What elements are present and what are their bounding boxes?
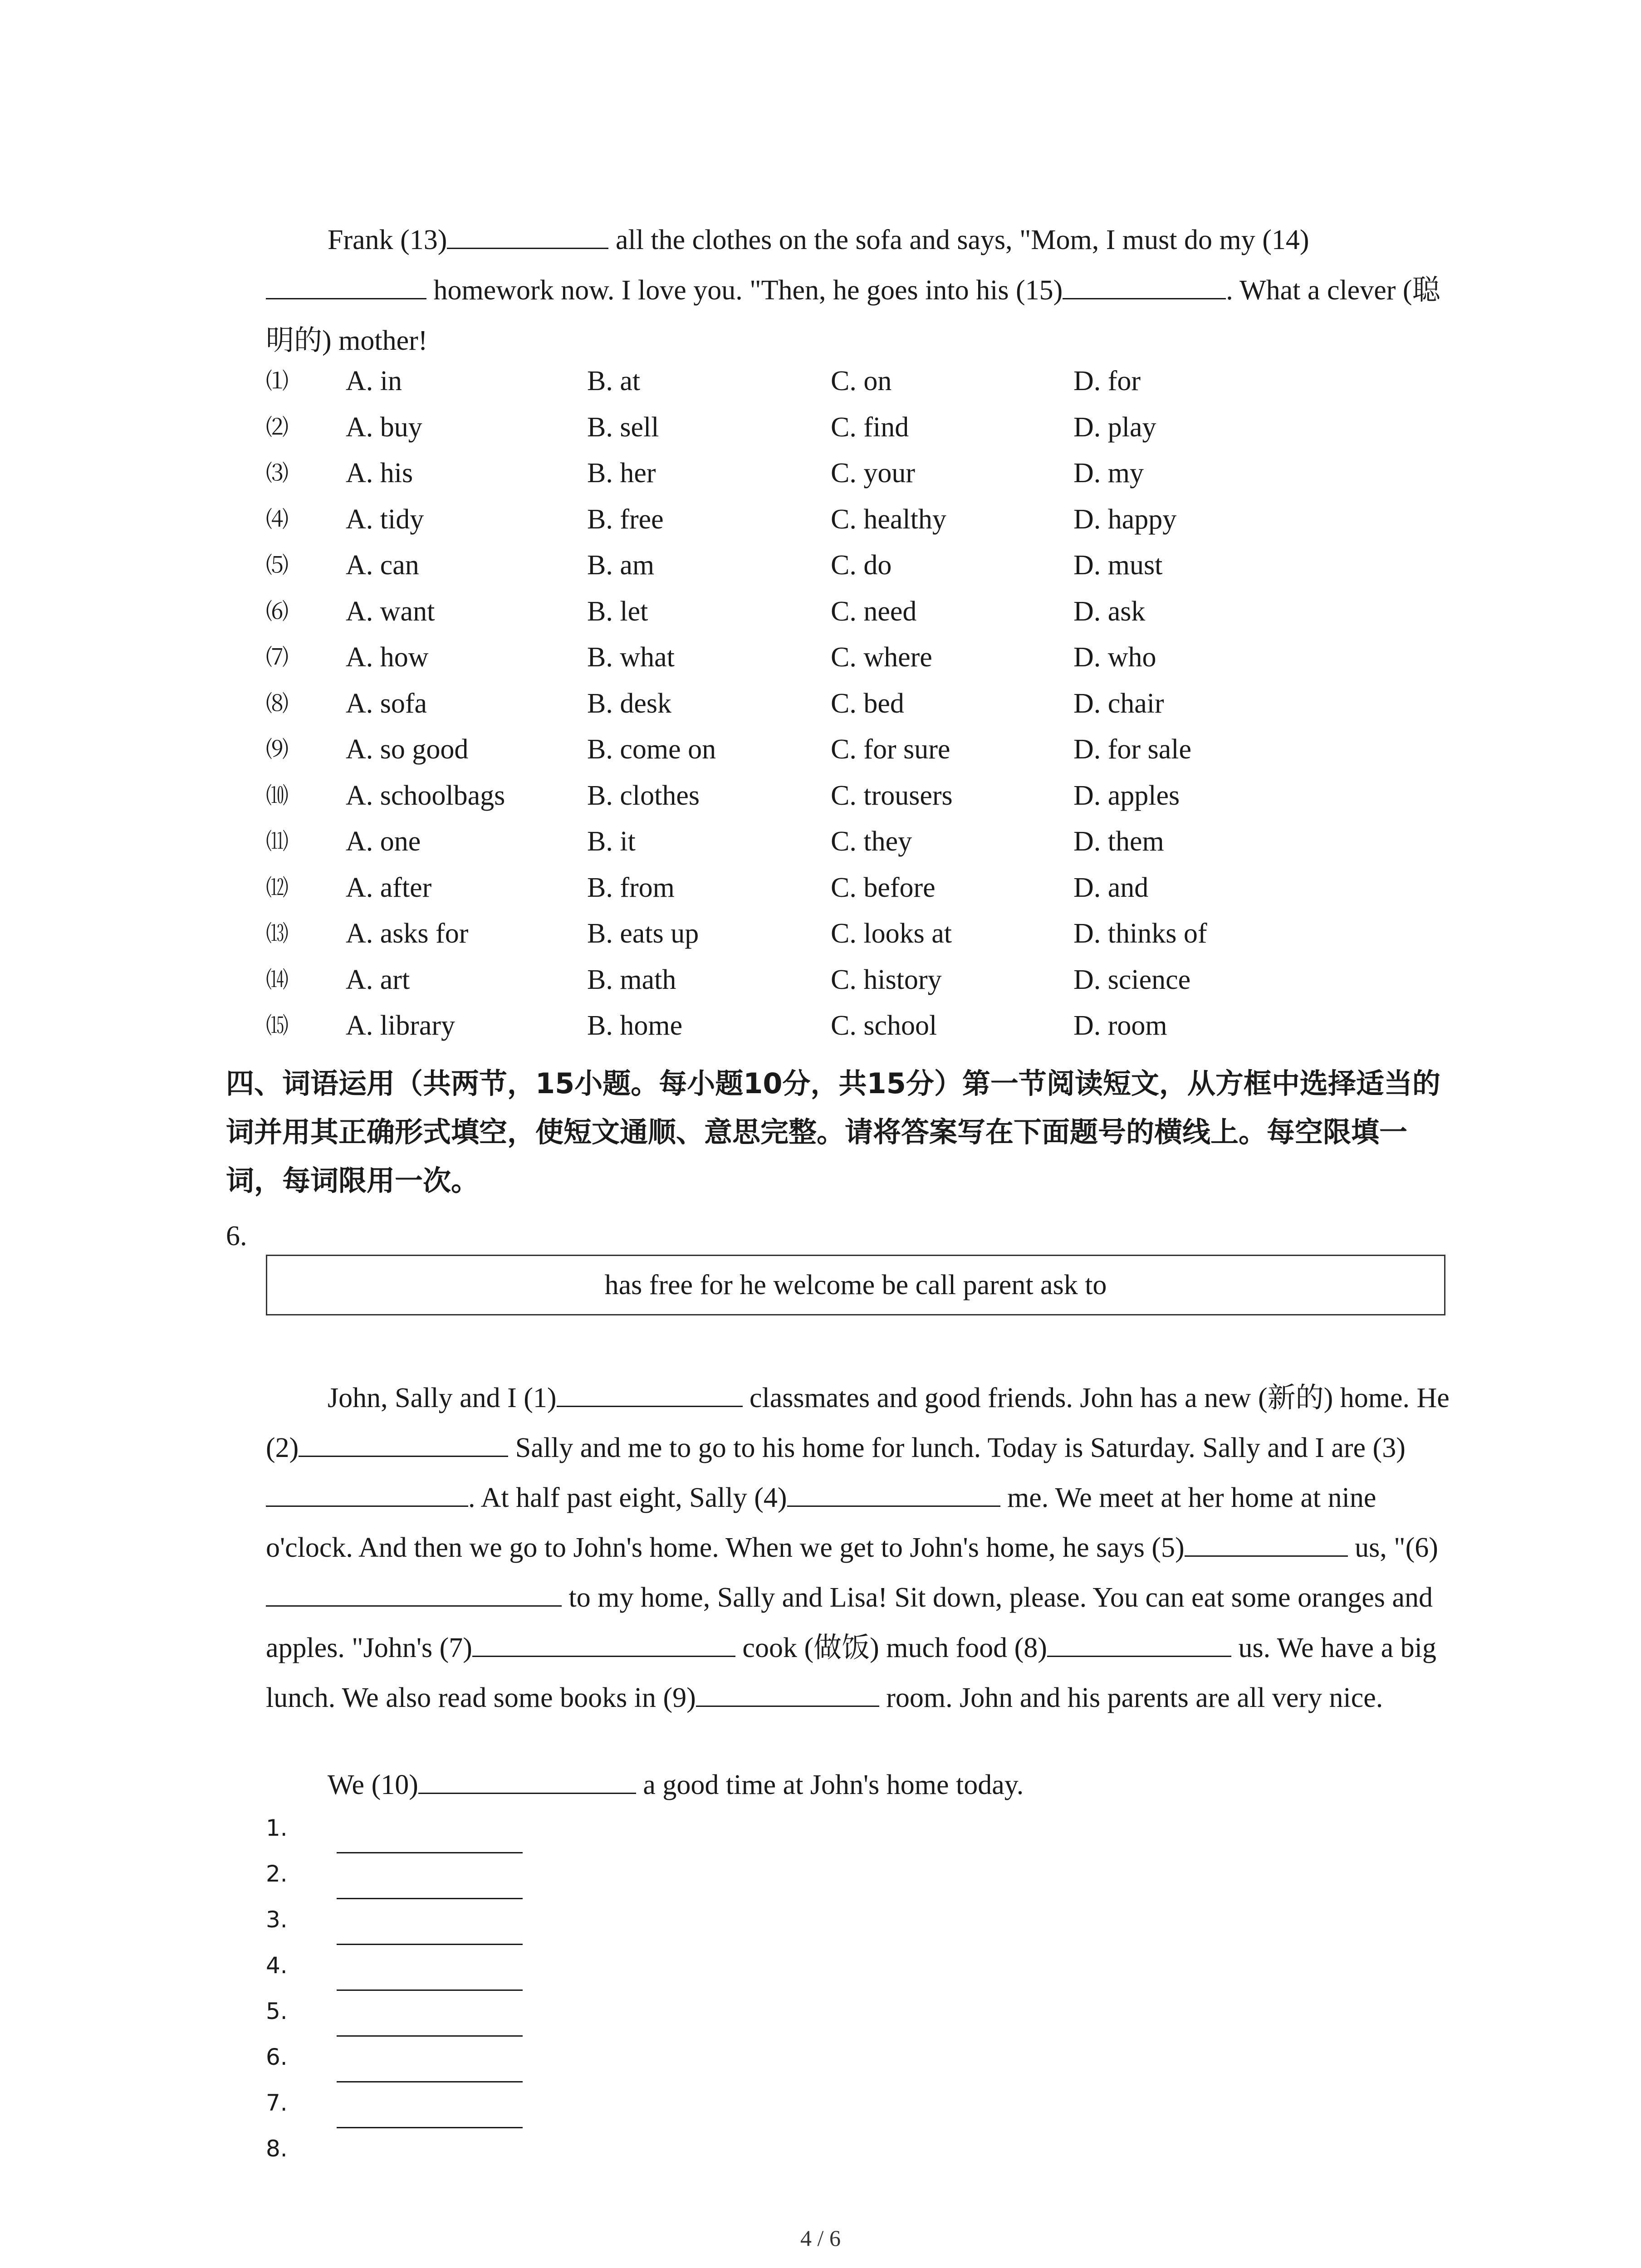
blank-7[interactable] [472, 1628, 735, 1657]
option-c[interactable]: C. school [831, 1010, 937, 1041]
option-b[interactable]: B. what [587, 642, 675, 673]
passage2-text: us, "(6) [1347, 1532, 1438, 1563]
option-row [266, 358, 1400, 405]
option-a[interactable]: A. asks for [346, 918, 469, 949]
option-d[interactable]: D. science [1073, 964, 1191, 995]
blank-4[interactable] [787, 1478, 1000, 1507]
answer-number: 2. [266, 1861, 288, 1887]
passage2-last-line [266, 1760, 1455, 1810]
option-c[interactable]: C. trousers [831, 780, 953, 811]
option-b[interactable]: B. let [587, 596, 648, 627]
question-number: ⒀ [266, 920, 289, 947]
answer-line[interactable] [337, 1944, 523, 1945]
option-c[interactable]: C. they [831, 826, 912, 857]
option-c[interactable]: C. where [831, 642, 932, 673]
option-c[interactable]: C. before [831, 872, 936, 903]
question-number: ⑽ [266, 782, 289, 809]
answer-number: 8. [266, 2136, 288, 2162]
answer-line[interactable] [337, 2035, 523, 2037]
passage2-text: ) home. He (2) [266, 1383, 1450, 1463]
blank-3[interactable] [266, 1478, 468, 1507]
option-row [266, 681, 1400, 727]
question-number: ⑿ [266, 874, 289, 901]
option-b[interactable]: B. home [587, 1010, 683, 1041]
section-heading: 四、词语运用（共两节，15小题。每小题10分，共15分）第一节阅读短文，从方框中选择适当的词并用其正确形式填空，使短文通顺、意思完整。请将答案写在下面题号的横线上。每空限填一词，每词限用一次。 [226, 1067, 1440, 1197]
blank-14[interactable] [266, 271, 426, 299]
passage1-text: all the clothes on the sofa and says, "Mom, I must do my [608, 225, 1255, 255]
question-number: ⑶ [266, 460, 289, 486]
question-number: ⑵ [266, 414, 289, 440]
option-b[interactable]: B. desk [587, 688, 671, 719]
option-d[interactable]: D. must [1073, 550, 1163, 581]
option-row [266, 589, 1400, 635]
option-b[interactable]: B. math [587, 964, 676, 995]
option-c[interactable]: C. for sure [831, 734, 950, 765]
passage2-text: me. We meet at her home at nine o'clock. And then we go to John's home. When we get to John's home, he says (5) [266, 1482, 1376, 1563]
question-number: ⑾ [266, 828, 289, 855]
option-row [266, 497, 1400, 543]
question-number: ⑴ [266, 368, 289, 394]
passage2-text: classmates and good friends. John has a new ( [742, 1383, 1268, 1413]
options-table [266, 358, 1400, 1049]
option-b[interactable]: B. from [587, 872, 675, 903]
blank-8[interactable] [1047, 1628, 1231, 1657]
answer-number: 1. [266, 1815, 288, 1841]
option-c[interactable]: C. looks at [831, 918, 952, 949]
passage2-text: We (10) [328, 1769, 418, 1800]
option-d[interactable]: D. for [1073, 366, 1141, 396]
option-b[interactable]: B. free [587, 503, 664, 535]
passage1-text: Frank (13) [328, 225, 447, 255]
blank-13[interactable] [447, 220, 608, 249]
question-number: ⑺ [266, 644, 289, 670]
option-d[interactable]: D. thinks of [1073, 918, 1207, 949]
chinese-gloss: 做饭 [813, 1631, 870, 1664]
passage2-text: room. John and his parents are all very nice. [879, 1682, 1383, 1713]
page-number: 4 / 6 [800, 2225, 841, 2251]
blank-6[interactable] [266, 1578, 562, 1607]
question-number: ⑻ [266, 690, 289, 717]
answer-line[interactable] [337, 2127, 523, 2128]
option-row [266, 635, 1400, 681]
option-a[interactable]: A. so good [346, 734, 469, 765]
option-row [266, 543, 1400, 589]
answer-number: 5. [266, 1998, 288, 2024]
option-b[interactable]: B. her [587, 458, 656, 489]
question-number: 6. [226, 1221, 247, 1251]
option-b[interactable]: B. am [587, 550, 655, 581]
answer-number: 4. [266, 1952, 288, 1979]
passage2-text: us. We have a big lunch. We also read some books in (9) [266, 1633, 1436, 1713]
answer-line[interactable] [337, 2081, 523, 2082]
option-a[interactable]: A. schoolbags [346, 780, 505, 811]
option-d[interactable]: D. ask [1073, 596, 1146, 627]
answer-line[interactable] [337, 1852, 523, 1853]
option-a[interactable]: A. library [346, 1010, 456, 1041]
option-row [266, 819, 1400, 865]
option-row [266, 1003, 1400, 1049]
blank-2[interactable] [299, 1428, 508, 1457]
option-b[interactable]: B. it [587, 826, 636, 857]
option-a[interactable]: A. art [346, 964, 410, 995]
option-c[interactable]: C. need [831, 596, 917, 627]
option-a[interactable]: A. can [346, 550, 419, 581]
blank-1[interactable] [557, 1378, 743, 1407]
passage1-text: clever ( [1327, 275, 1412, 306]
passage2-text: John, Sally and I (1) [328, 1383, 557, 1413]
question-number: ⒂ [266, 1012, 289, 1039]
blank-10[interactable] [418, 1765, 636, 1794]
option-a[interactable]: A. one [346, 826, 421, 857]
passage2 [266, 1373, 1455, 1723]
option-c[interactable]: C. history [831, 964, 942, 995]
option-a[interactable]: A. how [346, 642, 429, 673]
option-d[interactable]: D. play [1073, 411, 1156, 443]
option-d[interactable]: D. happy [1073, 503, 1177, 535]
question-number: ⒁ [266, 966, 289, 993]
option-a[interactable]: A. want [346, 596, 435, 627]
option-c[interactable]: C. healthy [831, 503, 946, 535]
question-number: ⑹ [266, 598, 289, 625]
chinese-gloss: 新的 [1267, 1381, 1324, 1414]
option-row [266, 773, 1400, 819]
blank-5[interactable] [1185, 1528, 1348, 1557]
option-c[interactable]: C. on [831, 366, 892, 396]
option-d[interactable]: D. my [1073, 458, 1144, 489]
passage2-text: ) much food (8) [870, 1633, 1047, 1663]
option-d[interactable]: D. and [1073, 872, 1149, 903]
answer-number: 3. [266, 1906, 288, 1933]
option-row [266, 957, 1400, 1003]
option-d[interactable]: D. room [1073, 1010, 1167, 1041]
answer-number: 7. [266, 2090, 288, 2116]
passage1-text: ) mother! [322, 325, 428, 356]
option-a[interactable]: A. tidy [346, 503, 424, 535]
option-d[interactable]: D. for sale [1073, 734, 1191, 765]
option-c[interactable]: C. do [831, 550, 892, 581]
answer-line[interactable] [337, 1989, 523, 1991]
passage1-text: homework now. I love you. "Then, he goes into his (15) [426, 275, 1063, 306]
option-row [266, 727, 1400, 773]
question-number: ⑸ [266, 552, 289, 578]
option-b[interactable]: B. sell [587, 411, 659, 443]
blank-9[interactable] [696, 1678, 879, 1707]
answer-number: 6. [266, 2044, 288, 2070]
option-d[interactable]: D. them [1073, 826, 1164, 857]
option-d[interactable]: D. chair [1073, 688, 1164, 719]
passage2-text: a good time at John's home today. [636, 1769, 1024, 1800]
question-number: ⑼ [266, 736, 289, 763]
passage2-text: Sally and me to go to his home for lunch. Today is Saturday. Sally and I are (3) [508, 1432, 1406, 1463]
option-c[interactable]: C. your [831, 458, 915, 489]
passage2-text: to my home, Sally and Lisa! Sit down, please. You can eat some oranges and apples. "John's (7) [266, 1582, 1433, 1663]
option-a[interactable]: A. his [346, 458, 413, 489]
passage1-text: . What a [1226, 275, 1320, 306]
passage2-text: cook ( [735, 1633, 814, 1663]
word-box: has free for he welcome be call parent ask to [266, 1255, 1445, 1315]
option-b[interactable]: B. clothes [587, 780, 700, 811]
option-b[interactable]: B. come on [587, 734, 716, 765]
question-number: ⑷ [266, 506, 289, 533]
option-a[interactable]: A. buy [346, 411, 422, 443]
option-a[interactable]: A. in [346, 366, 402, 396]
passage1-text: (14) [1262, 225, 1309, 255]
option-d[interactable]: D. who [1073, 642, 1156, 673]
option-row [266, 405, 1400, 451]
option-b[interactable]: B. at [587, 366, 641, 396]
option-row [266, 865, 1400, 911]
option-c[interactable]: C. bed [831, 688, 904, 719]
answer-line[interactable] [337, 1898, 523, 1899]
option-d[interactable]: D. apples [1073, 780, 1180, 811]
passage2-text: . At half past eight, Sally (4) [468, 1482, 787, 1513]
blank-15[interactable] [1063, 271, 1226, 299]
option-b[interactable]: B. eats up [587, 918, 699, 949]
chinese-gloss: 聪明的 [266, 273, 1440, 357]
passage1 [266, 215, 1455, 366]
option-row [266, 450, 1400, 497]
option-row [266, 911, 1400, 957]
option-a[interactable]: A. sofa [346, 688, 427, 719]
option-c[interactable]: C. find [831, 411, 909, 443]
option-a[interactable]: A. after [346, 872, 432, 903]
